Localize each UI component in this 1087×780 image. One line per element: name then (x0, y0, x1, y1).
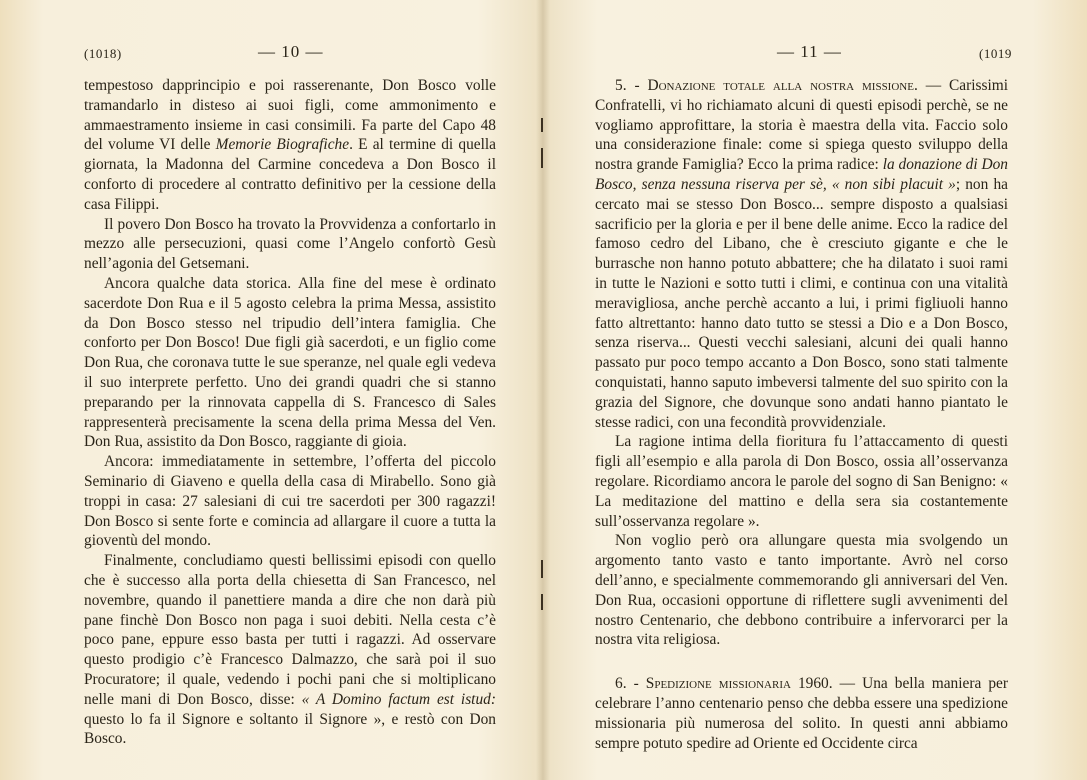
small-caps-heading: Spedizione missionaria (645, 675, 791, 693)
text-run: — Carissimi Confratelli, vi ho richiamato alcuni di questi episodi perchè, se ne vogliamo approfittare, la storia è maestra della vita. Faccio solo una considerazione finale: come si spiega questo sviluppo della nostra grande Famiglia? Ecco la prima radice: (595, 77, 1008, 174)
text-run: Finalmente, concludiamo questi bellissimi episodi con quello che è successo alla porta della chiesetta di San Francesco, nel novembre, quando il panettiere manda a dire che non darà più pane finchè Don Bosco non paga i suoi debiti. Nella cesta c’è poco pane, eppure esso basta per tutti i ragazzi. Ad osservare questo prodigio c’è Francesco Dalmazzo, che sarà poi il suo Procuratore; il quale, vedendo i pochi pani che si moltiplicano nelle mani di Don Bosco, disse: (84, 552, 496, 708)
text-run: 6. - (615, 675, 646, 693)
right-body-text (595, 76, 1008, 753)
margin-mark (541, 118, 543, 132)
book-gutter (536, 0, 550, 780)
text-run: Ancora qualche data storica. Alla fine del mese è ordinato sacerdote Don Rua e il 5 agosto celebra la prima Messa, assistito da Don Bosco stesso nel tripudio dell’intera famiglia. Che conforto per Don Bosco! Due figli già sacerdoti, e un figlio come Don Rua, che coronava tutte le sue speranze, nel quale egli vedeva il suo interprete perfetto. Uno dei grandi quadri che si stanno preparando per la rinnovata cappella di S. Francesco di Sales rappresenterà precisamente la scena della prima Messa del Ven. Don Rua, assistito da Don Bosco, raggiante di gioia. (84, 274, 496, 451)
text-run: . E al termine di quella giornata, la Madonna del Carmine concedeva a Don Bosco il conforto di procedere al contratto definitivo per la cessione della casa Filippi. (84, 136, 496, 213)
text-run: Ancora: immediatamente in settembre, l’offerta del piccolo Seminario di Giaveno e quella della casa di Mirabello. Sono già troppi in casa: 27 salesiani di cui tre sacerdoti per 300 ragazzi! Don Bosco si sente forte e comincia ad allargare il cuore a tutta la gioventù del mondo. (84, 453, 496, 550)
small-caps-heading: Donazione totale alla nostra missione. (647, 77, 918, 94)
margin-mark (541, 594, 543, 610)
right-page (543, 0, 1087, 780)
text-run: tempestoso dapprincipio e poi rasserenante, Don Bosco volle tramandarlo in disteso ai suoi figli, come ammonimento e ammaestramento insieme in casi consimili. Fa parte del Capo 48 del volume VI delle (84, 77, 496, 154)
text-run: ; non ha cercato mai se stesso Don Bosco... sempre disposto a qualsiasi sacrificio per la gloria e per il bene delle anime. Ecco la radice del famoso cedro del Libano, che è cresciuto gigante e che le burrasche non hanno potuto abbattere; che ha dilatato i suoi rami in tutte le Nazioni e sotto tutti i climi, e continua con una vitalità meravigliosa, anche perchè accanto a lui, i primi figliuoli hanno fatto altrettanto: hanno dato tutto se stessi a Dio e a Don Bosco, senza riserva... Questi vecchi salesiani, alcuni dei quali hanno passato pur poco tempo accanto a Don Bosco, sono stati talmente conquistati, hanno saputo imbeversi talmente del suo spirito con la grazia del Signore, che dovunque sono andati hanno piantato le stesse radici, con una fecondità provvidenziale. (595, 175, 1008, 431)
italic-text: « A Domino factum est istud: (301, 690, 496, 708)
text-run: Il povero Don Bosco ha trovato la Provvidenza a confortarlo in mezzo alle persecuzioni, quasi come l’Angelo confortò Gesù nell’agonia del Getsemani. (84, 215, 496, 273)
paragraph (595, 674, 1008, 753)
text-run: 5. - (615, 77, 648, 94)
paragraph (595, 531, 1008, 650)
italic-text: la donazione di Don Bosco, senza nessuna riserva per sè, « non sibi placuit » (595, 156, 1008, 193)
text-run: Non voglio però ora allungare questa mia svolgendo un argomento tanto vasto e tanto importante. Avrò nel corso dell’anno, e specialmente commemorando gli anniversari del Ven. Don Rua, occasioni opportune di riflettere sugli avvenimenti del nostro Centenario, che debbono contribuire a infervorarci per la nostra vita religiosa. (595, 532, 1008, 649)
right-page-number: — 11 — (777, 42, 842, 61)
italic-text: Memorie Biografiche (215, 136, 350, 154)
paragraph (84, 452, 496, 551)
margin-mark (541, 148, 543, 168)
left-folio: (1018) (84, 46, 122, 61)
paragraph (84, 76, 496, 215)
section-gap (595, 650, 1008, 674)
paragraph (84, 274, 496, 452)
text-run: 1960. — Una bella maniera per celebrare l’anno centenario penso che debba essere una spedizione missionaria più numerosa del solito. In questi anni abbiamo sempre potuto spedire ad Oriente ed Occidente circa (595, 675, 1008, 752)
left-body-text (84, 76, 496, 749)
paragraph (595, 76, 1008, 432)
left-page-number: — 10 — (258, 42, 324, 61)
text-run: questo lo fa il Signore e soltanto il Signore », e restò con Don Bosco. (84, 710, 496, 748)
paragraph (595, 432, 1008, 531)
paragraph (84, 215, 496, 274)
margin-mark (541, 560, 543, 578)
right-folio: (1019 (979, 46, 1012, 61)
left-page (0, 0, 543, 780)
text-run: La ragione intima della fioritura fu l’attaccamento di questi figli all’esempio e alla parola di Don Bosco, ossia all’osservanza regolare. Ricordiamo ancora le parole del sogno di San Benigno: « La meditazione del mattino e della sera sia costantemente sull’osservanza regolare ». (595, 433, 1008, 530)
paragraph (84, 551, 496, 749)
